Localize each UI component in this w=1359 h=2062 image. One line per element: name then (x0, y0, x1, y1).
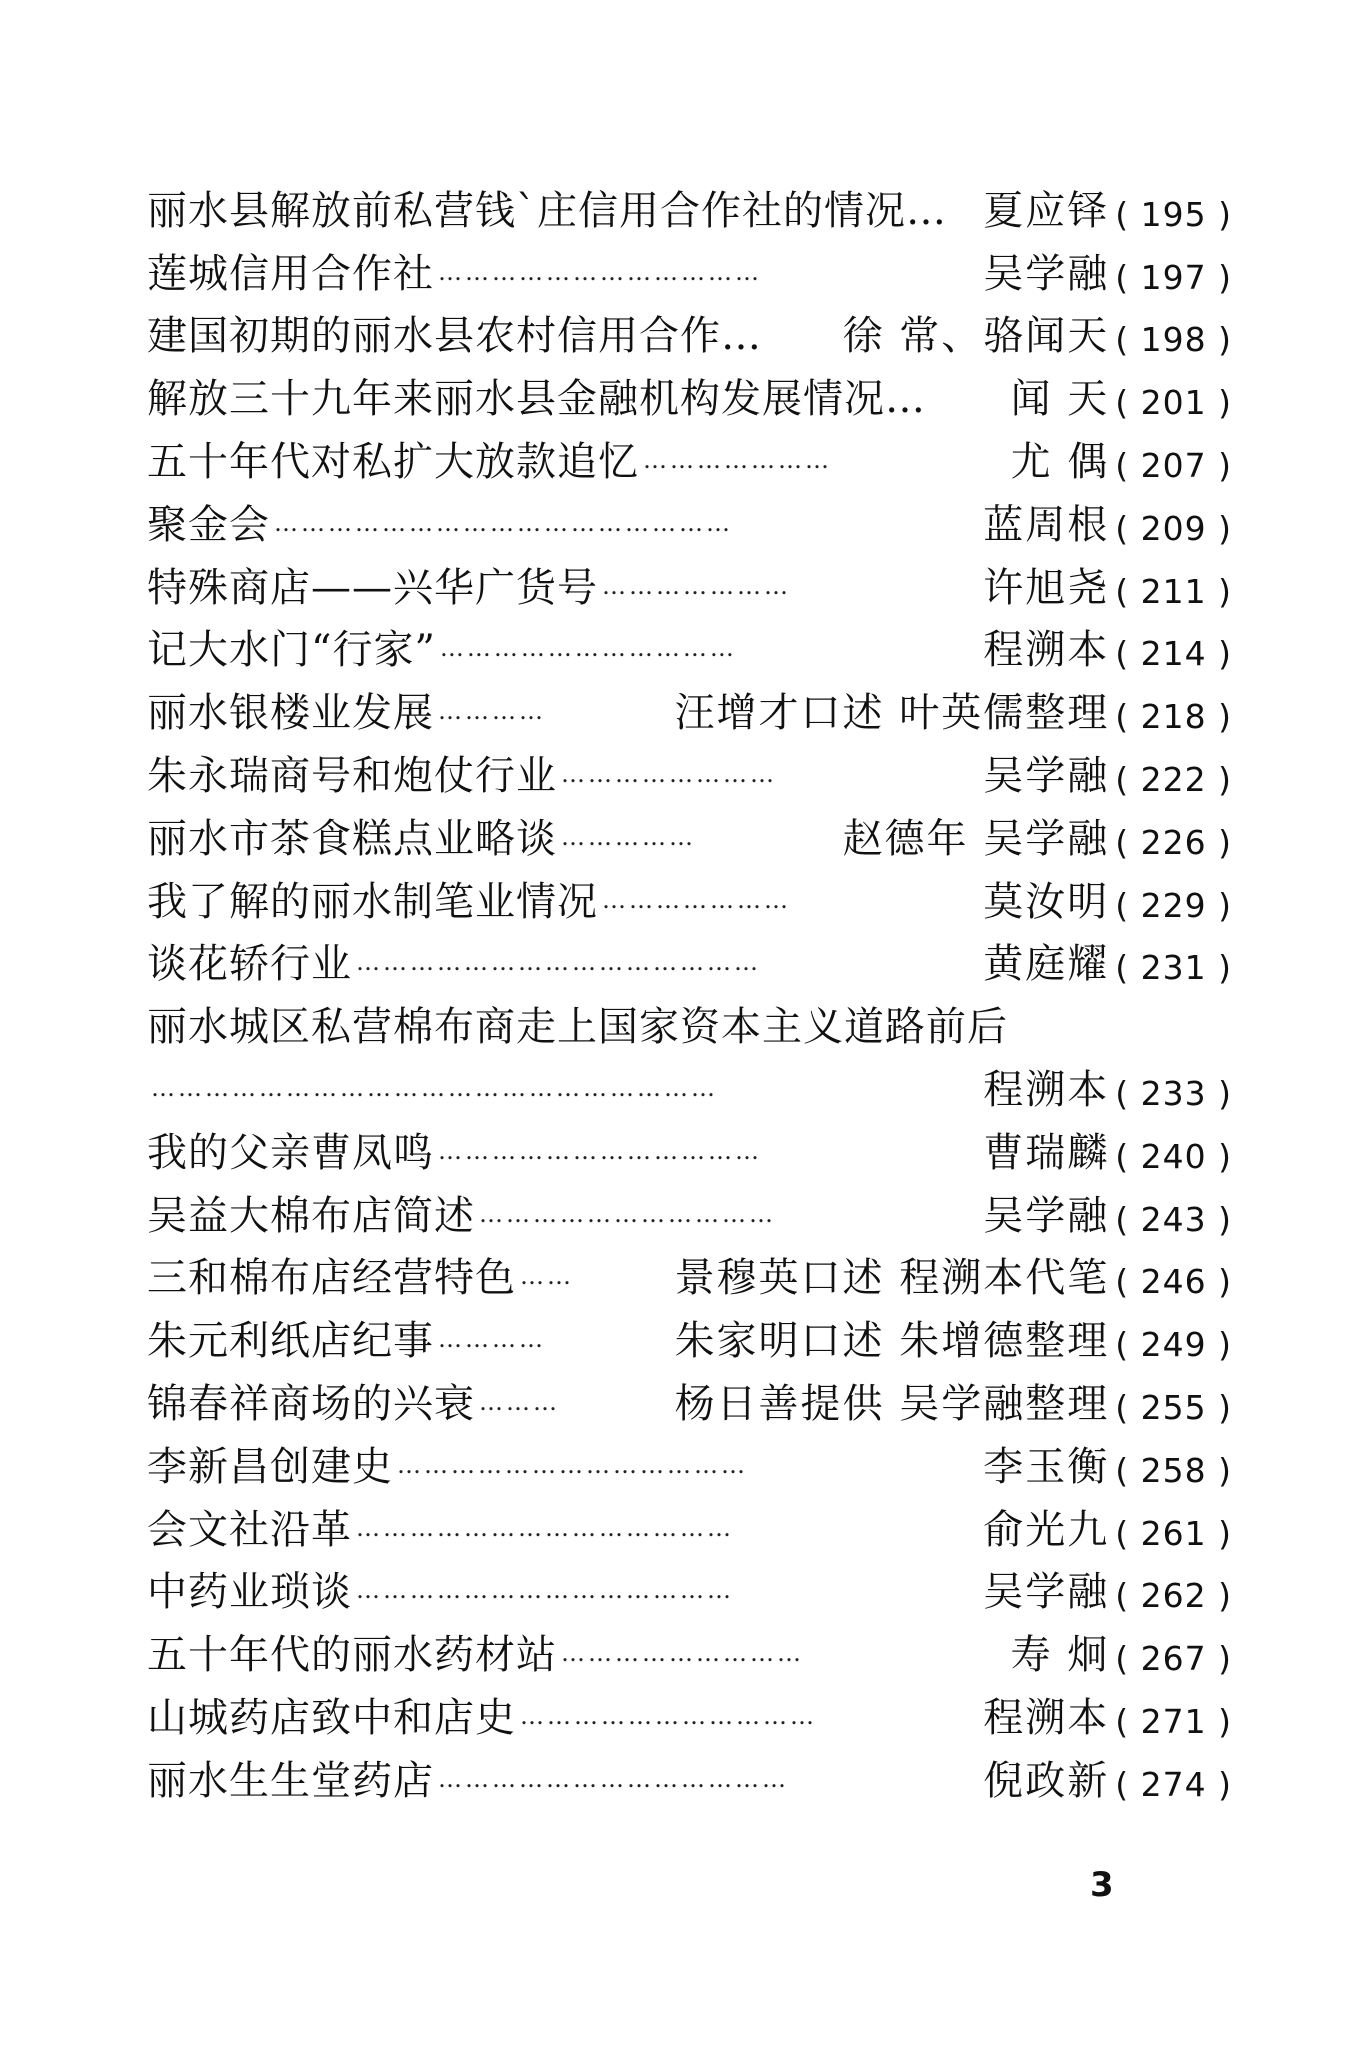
toc-entry (147, 545, 1232, 611)
dot-leader: ……… (479, 1389, 560, 1416)
entry-title: 记大水门“行家” (147, 627, 436, 674)
entry-author: 徐 常、骆闻天 (842, 313, 1110, 360)
entry-title: 莲城信用合作社 (147, 250, 434, 297)
toc-entry (147, 670, 1232, 737)
entry-author: 赵德年 吴学融 (842, 815, 1110, 862)
entry-title: 建国初期的丽水县农村信用合作… (147, 313, 762, 360)
entry-title: 朱永瑞商号和炮仗行业 (147, 752, 557, 799)
entry-author: 朱家明口述 朱增德整理 (674, 1318, 1110, 1365)
dot-leader: ………………………………… (438, 1766, 789, 1793)
entry-title: 五十年代对私扩大放款追忆 (147, 438, 639, 485)
entry-title: 丽水县解放前私营钱`庄信用合作社的情况… (147, 187, 947, 234)
entry-page: ( 207 ) (1115, 445, 1232, 485)
entry-author: 杨日善提供 吴学融整理 (674, 1380, 1110, 1427)
toc-entry (147, 922, 1232, 988)
table-of-contents (147, 168, 1232, 1804)
toc-entry (147, 1424, 1232, 1490)
toc-entry (147, 419, 1232, 485)
dot-leader: …………………………………… (356, 1578, 734, 1605)
toc-entry (147, 1738, 1232, 1804)
dot-leader: …………………………………… (356, 1515, 734, 1542)
entry-title: 朱元利纸店纪事 (147, 1318, 434, 1365)
dot-leader: ……………………………………………………… (151, 1075, 718, 1102)
entry-page: ( 233 ) (1115, 1073, 1232, 1113)
toc-entry (147, 294, 1232, 360)
entry-title: 谈花轿行业 (147, 941, 352, 988)
entry-author: 倪政新 (983, 1757, 1110, 1804)
toc-entry (147, 1236, 1232, 1302)
entry-author: 程溯本 (983, 627, 1110, 674)
toc-entry-continuation (147, 1047, 1232, 1113)
entry-page: ( 231 ) (1115, 948, 1232, 988)
entry-page: ( 226 ) (1115, 822, 1232, 862)
toc-entry-title-line (147, 984, 1232, 1051)
entry-author: 吴学融 (983, 752, 1110, 799)
page-number: 3 (1090, 1865, 1114, 1905)
toc-entry (147, 231, 1232, 297)
dot-leader: ……………………… (561, 1641, 804, 1668)
entry-page: ( 258 ) (1115, 1450, 1232, 1490)
toc-entry (147, 1487, 1232, 1553)
entry-author: 蓝周根 (983, 501, 1110, 548)
dot-leader (1012, 1037, 1216, 1047)
entry-page: ( 262 ) (1115, 1576, 1232, 1616)
entry-title: 会文社沿革 (147, 1506, 352, 1553)
toc-entry (147, 1298, 1232, 1365)
entry-title: 丽水市茶食糕点业略谈 (147, 815, 557, 862)
entry-page: ( 214 ) (1115, 634, 1232, 674)
toc-entry (147, 796, 1232, 862)
toc-entry (147, 1361, 1232, 1427)
dot-leader: ………… (438, 1327, 546, 1354)
dot-leader: …………………………… (520, 1703, 817, 1730)
dot-leader: ……………………………… (438, 259, 762, 286)
dot-leader (951, 221, 973, 231)
toc-entry (147, 482, 1232, 548)
entry-title: 山城药店致中和店史 (147, 1694, 516, 1741)
dot-leader: ………………… (602, 887, 791, 914)
entry-page: ( 249 ) (1115, 1325, 1232, 1365)
dot-leader: ………… (438, 699, 546, 726)
entry-page: ( 271 ) (1115, 1701, 1232, 1741)
dot-leader: ………………… (602, 573, 791, 600)
entry-page: ( 195 ) (1115, 194, 1232, 234)
entry-title: 中药业琐谈 (147, 1569, 352, 1616)
entry-title: 吴益大棉布店简述 (147, 1192, 475, 1239)
entry-title: 锦春祥商场的兴衰 (147, 1380, 475, 1427)
entry-author: 许旭尧 (983, 564, 1110, 611)
toc-entry (147, 1612, 1232, 1679)
entry-title: 我的父亲曹凤鸣 (147, 1129, 434, 1176)
dot-leader: …………………………… (439, 636, 737, 663)
entry-title: 李新昌创建史 (147, 1443, 393, 1490)
entry-page: ( 255 ) (1115, 1387, 1232, 1427)
entry-page: ( 201 ) (1115, 383, 1232, 423)
dot-leader (930, 409, 1001, 419)
entry-title: 五十年代的丽水药材站 (147, 1632, 557, 1679)
entry-author: 吴学融 (983, 1192, 1110, 1239)
dot-leader (766, 346, 833, 356)
entry-title: 解放三十九年来丽水县金融机构发展情况… (147, 376, 926, 423)
toc-entry (147, 1173, 1232, 1239)
dot-leader: ………………… (643, 447, 832, 474)
dot-leader: …… (520, 1264, 574, 1291)
entry-title: 特殊商店——兴华广货号 (147, 564, 598, 611)
toc-entry (147, 608, 1232, 674)
dot-leader: ……………………………… (438, 1138, 762, 1165)
toc-entry (147, 859, 1232, 925)
entry-title: 丽水银楼业发展 (147, 690, 434, 737)
entry-title: 聚金会 (147, 501, 270, 548)
entry-page: ( 211 ) (1115, 571, 1232, 611)
entry-author: 程溯本 (983, 1694, 1110, 1741)
entry-author: 程溯本 (983, 1066, 1110, 1113)
toc-entry (147, 1675, 1232, 1741)
entry-author: 寿 炯 (1010, 1632, 1110, 1679)
entry-page: ( 261 ) (1115, 1513, 1232, 1553)
entry-author: 吴学融 (983, 1569, 1110, 1616)
entry-page: ( 197 ) (1115, 257, 1232, 297)
entry-title: 我了解的丽水制笔业情况 (147, 878, 598, 925)
entry-author: 曹瑞麟 (983, 1129, 1110, 1176)
entry-title: 丽水城区私营棉布商走上国家资本主义道路前后 (147, 1004, 1008, 1051)
toc-entry (147, 356, 1232, 423)
entry-author: 汪增才口述 叶英儒整理 (674, 690, 1110, 737)
entry-page: ( 246 ) (1115, 1262, 1232, 1302)
dot-leader: …………… (561, 824, 696, 851)
toc-entry (147, 1550, 1232, 1616)
entry-page: ( 209 ) (1115, 508, 1232, 548)
entry-author: 俞光九 (983, 1506, 1110, 1553)
dot-leader: ………………………………… (397, 1452, 748, 1479)
toc-entry (147, 1110, 1232, 1176)
dot-leader: …………………………………………… (274, 510, 733, 537)
entry-author: 黄庭耀 (983, 941, 1110, 988)
entry-page: ( 274 ) (1115, 1764, 1232, 1804)
entry-author: 尤 偶 (1010, 438, 1110, 485)
entry-title: 丽水生生堂药店 (147, 1757, 434, 1804)
entry-author: 闻 天 (1010, 376, 1110, 423)
entry-page: ( 218 ) (1115, 697, 1232, 737)
entry-page: ( 267 ) (1115, 1639, 1232, 1679)
entry-title: 三和棉布店经营特色 (147, 1255, 516, 1302)
toc-entry (147, 733, 1232, 799)
entry-page: ( 243 ) (1115, 1199, 1232, 1239)
toc-entry (147, 168, 1232, 234)
dot-leader: ……………………………………… (356, 950, 761, 977)
entry-author: 李玉衡 (983, 1443, 1110, 1490)
dot-leader: …………………………… (479, 1201, 776, 1228)
entry-author: 夏应铎 (983, 187, 1110, 234)
entry-author: 吴学融 (983, 250, 1110, 297)
entry-page: ( 198 ) (1115, 320, 1232, 360)
entry-page: ( 229 ) (1115, 885, 1232, 925)
entry-page: ( 240 ) (1115, 1136, 1232, 1176)
entry-author: 莫汝明 (983, 878, 1110, 925)
dot-leader: …………………… (561, 761, 777, 788)
entry-author: 景穆英口述 程溯本代笔 (674, 1255, 1110, 1302)
entry-page: ( 222 ) (1115, 759, 1232, 799)
